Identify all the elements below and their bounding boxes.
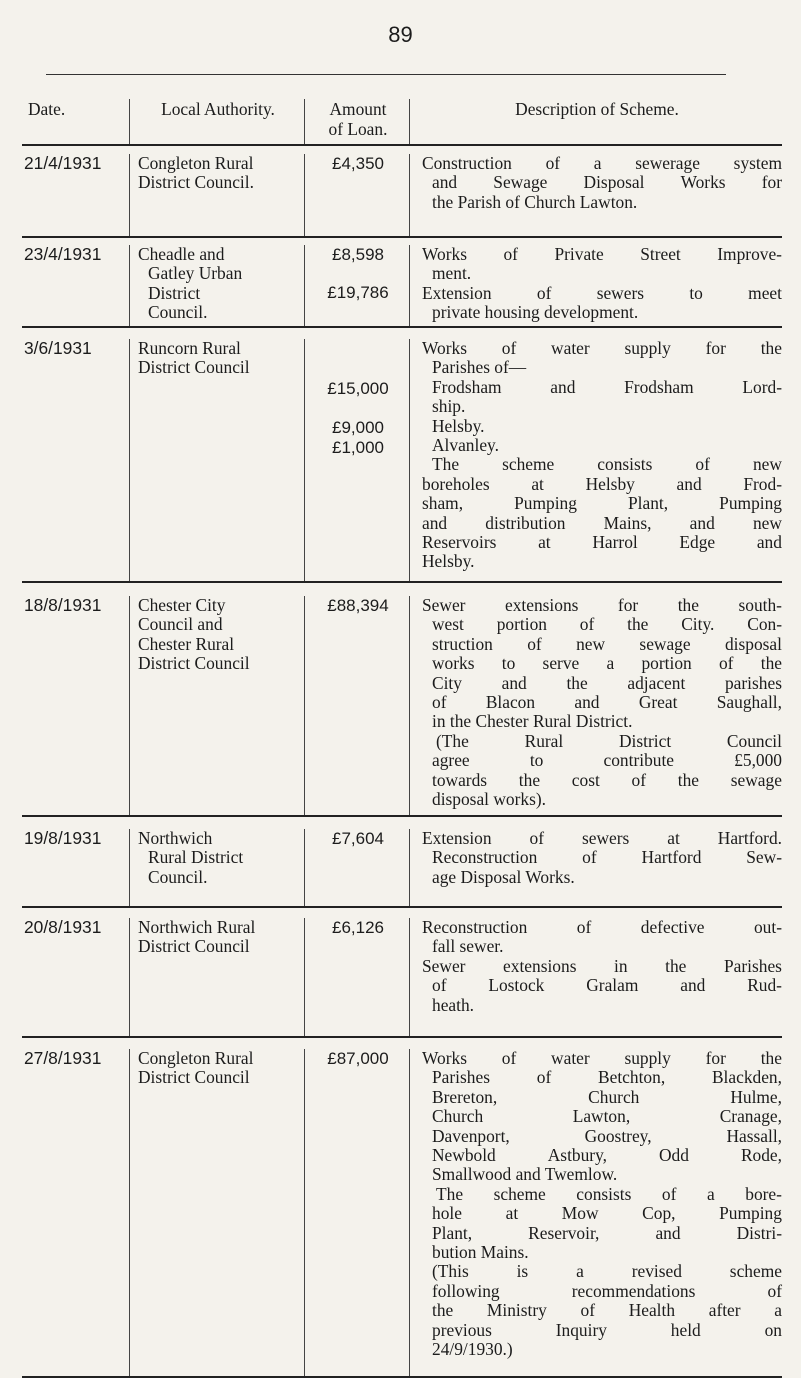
- description-line: west portion of the City. Con-: [432, 614, 782, 635]
- description-line: of Blacon and Great Saughall,: [432, 692, 782, 713]
- description-line: Smallwood and Twemlow.: [432, 1164, 618, 1185]
- authority-line: Northwich Rural: [138, 917, 256, 937]
- table-row: [22, 1038, 782, 1378]
- description-line: (This is a revised scheme: [432, 1261, 782, 1282]
- row-date: 23/4/1931: [24, 244, 102, 264]
- row-description: [409, 154, 782, 236]
- amount-value: £6,126: [332, 918, 384, 937]
- description-line: the Ministry of Health after a: [432, 1300, 782, 1321]
- description-line: The scheme consists of a bore-: [436, 1183, 782, 1204]
- description-line: Plant, Reservoir, and Distri-: [432, 1222, 782, 1243]
- description-line: heath.: [432, 994, 475, 1015]
- row-amount: [304, 339, 409, 581]
- authority-line: Rural District: [148, 847, 244, 868]
- description-line: Brereton, Church Hulme,: [432, 1086, 782, 1107]
- authority-line: Runcorn Rural: [138, 338, 241, 358]
- description-line: Davenport, Goostrey, Hassall,: [432, 1125, 782, 1146]
- table-row: [22, 238, 782, 328]
- table-row: [22, 817, 782, 908]
- row-authority: [129, 154, 304, 236]
- description-line: City and the adjacent parishes: [432, 672, 782, 693]
- row-description: [409, 918, 782, 1036]
- description-line: Works of water supply for the: [422, 1048, 782, 1068]
- description-line: hole at Mow Cop, Pumping: [432, 1203, 782, 1224]
- row-date: 21/4/1931: [24, 153, 102, 173]
- authority-line: Northwich: [138, 828, 213, 848]
- description-line: Church Lawton, Cranage,: [432, 1106, 782, 1127]
- authority-line: Council.: [148, 866, 208, 887]
- authority-line: Council and: [138, 614, 223, 635]
- amount-value: £8,598: [332, 245, 384, 264]
- row-date: 19/8/1931: [24, 828, 102, 848]
- description-line: Extension of sewers at Hartford.: [422, 828, 782, 848]
- row-amount: [304, 918, 409, 1036]
- amount-value: £4,350: [332, 154, 384, 173]
- row-date: 27/8/1931: [24, 1048, 102, 1068]
- row-description: [409, 339, 782, 581]
- authority-line: District: [148, 282, 201, 303]
- description-line: following recommendations of: [432, 1280, 782, 1301]
- amount-spacer: [313, 264, 403, 283]
- page-number: 89: [388, 22, 413, 47]
- amount-value: £88,394: [327, 596, 389, 615]
- row-amount: [304, 1049, 409, 1376]
- amount-value: £1,000: [332, 437, 384, 457]
- description-line: Helsby.: [422, 551, 475, 572]
- header-authority: Local Authority.: [129, 99, 304, 144]
- amount-value: £9,000: [332, 418, 384, 438]
- description-line: the Parish of Church Lawton.: [432, 191, 638, 212]
- description-line: bution Mains.: [432, 1242, 529, 1263]
- row-amount: [304, 245, 409, 326]
- description-line: works to serve a portion of the: [432, 653, 782, 674]
- row-authority: [129, 829, 304, 906]
- loans-table: [22, 80, 782, 1378]
- description-line: disposal works).: [432, 789, 546, 810]
- description-line: Construction of a sewerage system: [422, 153, 782, 173]
- description-line: struction of new sewage disposal: [432, 633, 782, 654]
- header-amount-line-1: Amount: [329, 99, 387, 119]
- authority-line: District Council.: [138, 172, 254, 193]
- row-description: [409, 596, 782, 815]
- description-line: 24/9/1930.): [432, 1339, 513, 1360]
- description-line: previous Inquiry held on: [432, 1319, 782, 1340]
- description-line: The scheme consists of new: [432, 454, 782, 475]
- description-line: Works of Private Street Improve-: [422, 244, 782, 264]
- description-line: age Disposal Works.: [432, 866, 575, 887]
- description-line: Parishes of—: [432, 357, 527, 378]
- amount-spacer: [313, 339, 403, 379]
- row-authority: [129, 918, 304, 1036]
- row-date: 3/6/1931: [24, 338, 92, 358]
- row-authority: [129, 339, 304, 581]
- description-line: Reconstruction of Hartford Sew-: [432, 847, 782, 868]
- amount-value: £7,604: [332, 829, 384, 848]
- description-line: towards the cost of the sewage: [432, 769, 782, 790]
- description-line: sham, Pumping Plant, Pumping: [422, 493, 782, 514]
- description-line: Reconstruction of defective out-: [422, 917, 782, 937]
- description-line: Alvanley.: [432, 435, 499, 456]
- authority-line: Congleton Rural: [138, 153, 254, 173]
- row-date: 18/8/1931: [24, 595, 102, 615]
- header-amount-line-2: of Loan.: [328, 119, 388, 139]
- authority-line: Gatley Urban: [148, 263, 243, 284]
- amount-value: £87,000: [327, 1049, 389, 1068]
- description-line: Works of water supply for the: [422, 338, 782, 358]
- authority-line: Congleton Rural: [138, 1048, 254, 1068]
- row-amount: [304, 596, 409, 815]
- table-header-row: [22, 80, 782, 146]
- top-rule: [46, 74, 726, 75]
- table-row: [22, 328, 782, 583]
- description-line: Frodsham and Frodsham Lord-: [432, 376, 782, 397]
- table-row: [22, 908, 782, 1038]
- row-description: [409, 829, 782, 906]
- authority-line: District Council: [138, 1067, 250, 1088]
- table-row: [22, 583, 782, 817]
- description-line: Extension of sewers to meet: [422, 282, 782, 303]
- description-line: and distribution Mains, and new: [422, 512, 782, 533]
- header-amount: [304, 99, 409, 144]
- authority-line: Council.: [148, 302, 208, 323]
- description-line: ship.: [432, 396, 466, 417]
- amount-value: £15,000: [327, 379, 389, 398]
- row-amount: [304, 829, 409, 906]
- description-line: ment.: [432, 263, 472, 284]
- description-line: boreholes at Helsby and Frod-: [422, 473, 782, 494]
- header-description: Description of Scheme.: [409, 99, 782, 144]
- description-line: agree to contribute £5,000: [432, 750, 782, 771]
- description-line: Newbold Astbury, Odd Rode,: [432, 1145, 782, 1166]
- row-description: [409, 1049, 782, 1376]
- description-line: Helsby.: [432, 415, 485, 436]
- authority-line: Chester City: [138, 595, 226, 615]
- row-authority: [129, 245, 304, 326]
- authority-line: Cheadle and: [138, 244, 225, 264]
- row-description: [409, 245, 782, 326]
- description-line: private housing development.: [432, 302, 639, 323]
- row-date: 20/8/1931: [24, 917, 102, 937]
- row-authority: [129, 596, 304, 815]
- header-date: Date.: [28, 99, 66, 119]
- authority-line: District Council: [138, 936, 250, 957]
- amount-value: £19,786: [327, 283, 389, 303]
- description-line: fall sewer.: [432, 936, 504, 957]
- description-line: in the Chester Rural District.: [432, 711, 633, 732]
- authority-line: Chester Rural: [138, 633, 235, 654]
- row-amount: [304, 154, 409, 236]
- description-line: Parishes of Betchton, Blackden,: [432, 1067, 782, 1088]
- description-line: of Lostock Gralam and Rud-: [432, 975, 782, 996]
- description-line: Reservoirs at Harrol Edge and: [422, 532, 782, 553]
- description-line: Sewer extensions for the south-: [422, 595, 782, 615]
- amount-spacer: [313, 398, 403, 418]
- table-row: [22, 146, 782, 238]
- authority-line: District Council: [138, 653, 250, 674]
- description-line: (The Rural District Council: [436, 730, 782, 751]
- authority-line: District Council: [138, 357, 250, 378]
- row-authority: [129, 1049, 304, 1376]
- description-line: and Sewage Disposal Works for: [432, 172, 782, 193]
- description-line: Sewer extensions in the Parishes: [422, 955, 782, 976]
